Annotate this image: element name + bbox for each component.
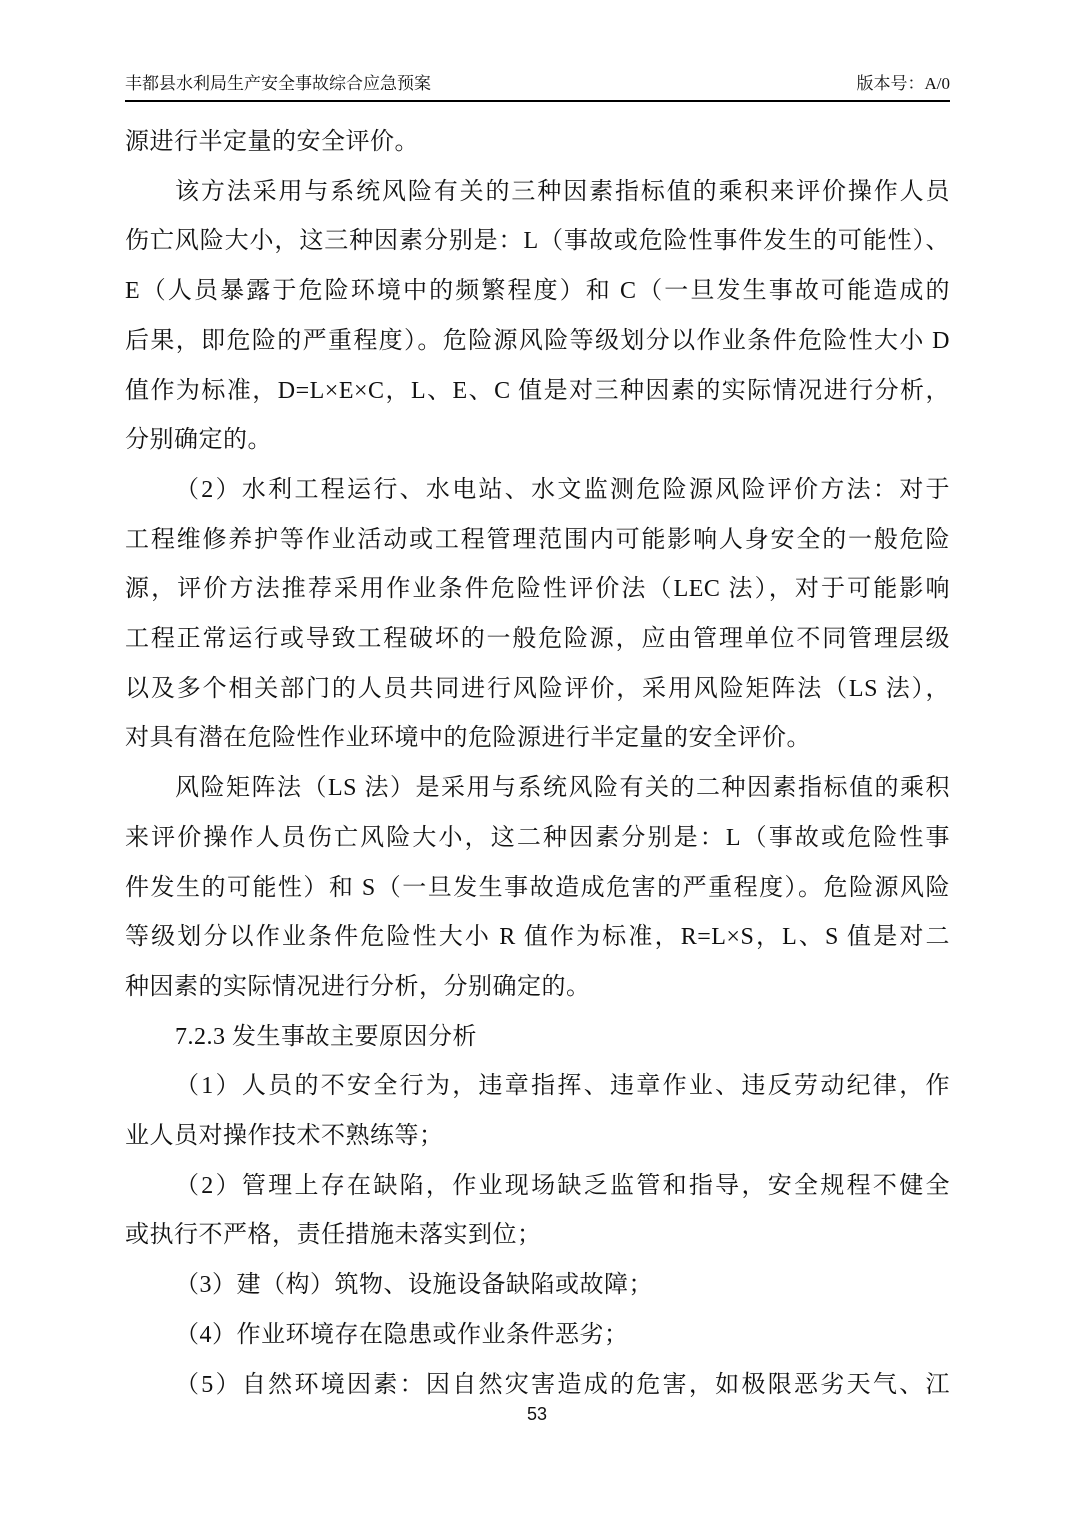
text-line: 该方法采用与系统风险有关的三种因素指标值的乘积来评价操作人员	[175, 178, 950, 205]
page-number: 53	[526, 1404, 548, 1424]
text-line: 值作为标准，D=L×E×C，L、E、C 值是对三种因素的实际情况进行分析，	[125, 377, 950, 404]
page-header	[125, 72, 950, 96]
text-line: 源进行半定量的安全评价。	[125, 129, 419, 155]
text-line: 7.2.3 发生事故主要原因分析	[175, 1023, 477, 1050]
text-line: 种因素的实际情况进行分析，分别确定的。	[125, 973, 591, 1000]
text-line: 等级划分以作业条件危险性大小 R 值作为标准，R=L×S，L、S 值是对二	[125, 924, 950, 951]
page-footer	[0, 1400, 1074, 1428]
header-rule	[125, 100, 950, 102]
text-line: 或执行不严格，责任措施未落实到位；	[125, 1222, 542, 1249]
text-line: 源，评价方法推荐采用作业条件危险性评价法（LEC 法），对于可能影响	[125, 576, 950, 603]
text-line: 以及多个相关部门的人员共同进行风险评价，采用风险矩阵法（LS 法），	[125, 675, 950, 702]
text-line: 后果，即危险的严重程度）。危险源风险等级划分以作业条件危险性大小 D	[125, 327, 950, 354]
text-line: （1）人员的不安全行为，违章指挥、违章作业、违反劳动纪律，作	[175, 1073, 950, 1100]
text-line: E（人员暴露于危险环境中的频繁程度）和 C（一旦发生事故可能造成的	[125, 278, 950, 305]
text-line: 来评价操作人员伤亡风险大小，这二种因素分别是：L（事故或危险性事	[125, 824, 950, 851]
version-label: 版本号：A/0	[856, 74, 950, 93]
text-line: （2）管理上存在缺陷，作业现场缺乏监管和指导，安全规程不健全	[175, 1172, 950, 1199]
text-line: （4）作业环境存在隐患或作业条件恶劣；	[175, 1321, 629, 1348]
text-line: 工程维修养护等作业活动或工程管理范围内可能影响人身安全的一般危险	[125, 526, 950, 553]
text-line: （3）建（构）筑物、设施设备缺陷或故障；	[175, 1272, 653, 1299]
text-line: 业人员对操作技术不熟练等；	[125, 1123, 444, 1150]
document-body	[125, 118, 950, 1410]
text-line: 风险矩阵法（LS 法）是采用与系统风险有关的二种因素指标值的乘积	[175, 775, 950, 802]
text-line: （5）自然环境因素：因自然灾害造成的危害，如极限恶劣天气、江	[175, 1371, 950, 1398]
text-line: 工程正常运行或导致工程破坏的一般危险源，应由管理单位不同管理层级	[125, 626, 950, 653]
text-line: 伤亡风险大小，这三种因素分别是：L（事故或危险性事件发生的可能性）、	[125, 228, 950, 255]
text-line: 分别确定的。	[125, 427, 272, 454]
text-line: 对具有潜在危险性作业环境中的危险源进行半定量的安全评价。	[125, 725, 811, 752]
text-line: （2）水利工程运行、水电站、水文监测危险源风险评价方法：对于	[175, 476, 950, 503]
text-line: 件发生的可能性）和 S（一旦发生事故造成危害的严重程度）。危险源风险	[125, 874, 950, 901]
document-title: 丰都县水利局生产安全事故综合应急预案	[125, 74, 431, 93]
